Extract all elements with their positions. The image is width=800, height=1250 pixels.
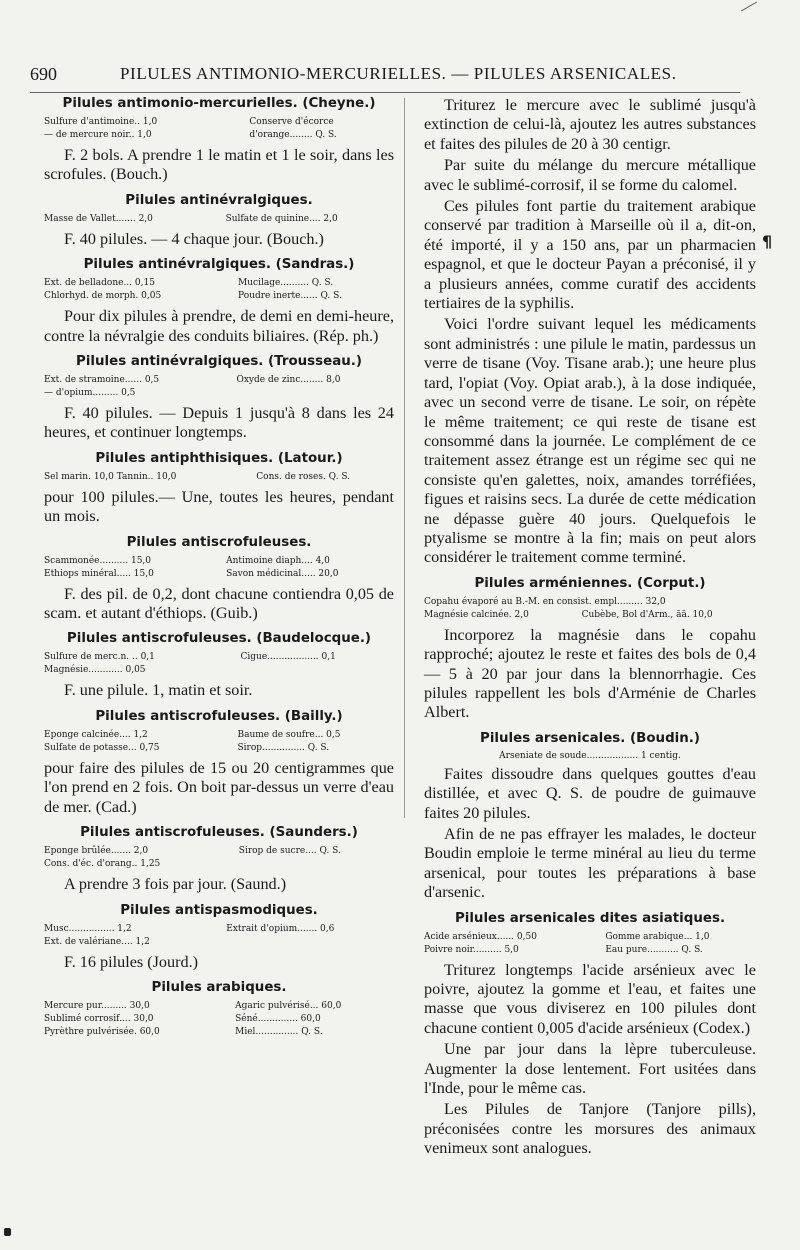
ingredient-row (44, 129, 394, 142)
ingredient-cell: Scammonée.......... 15,0 (44, 555, 152, 566)
ingredient-cell: Mucilage.......... Q. S. (238, 278, 334, 289)
recipe-title: Pilules antinévralgiques. (Sandras.) (83, 257, 355, 273)
recipe-title: Pilules antiscrofuleuses. (126, 534, 312, 550)
ingredient-row (44, 923, 394, 936)
ingredient-cell: Agaric pulvérisé... 60,0 (235, 1000, 342, 1011)
ingredient-row (44, 1000, 394, 1013)
ingredient-cell: Baume de soufre... 0,5 (237, 729, 341, 740)
ingredient-cell: Copahu évaporé au B.-M. en consist. empl......... 32,0 (424, 596, 666, 607)
ingredient-cell: Oxyde de zinc........ 8,0 (236, 375, 341, 386)
corner-blot (4, 1228, 11, 1236)
right-column (424, 96, 756, 1161)
ingredient-cell: Mercure pur......... 30,0 (44, 1000, 150, 1011)
ingredient-row (44, 568, 394, 581)
ingredient-cell: d'orange........ Q. S. (249, 130, 337, 140)
ingredient-row (44, 1026, 394, 1039)
page-number: 690 (30, 64, 57, 84)
ingredient-table (44, 845, 394, 871)
ingredient-row (44, 845, 394, 858)
ingredient-row (44, 471, 394, 484)
ingredient-cell: Conserve d'écorce (249, 117, 334, 127)
body-paragraph: Triturez le mercure avec le sublimé jusqu'à extinction de celui-là, ajoutez les autres substances et faites des pilules de 20 à 30 centigr. (424, 96, 756, 153)
ingredient-row (44, 742, 394, 755)
ingredient-cell: Extrait d'opium....... 0,6 (226, 923, 335, 934)
ingredient-cell: — de mercure noir.. 1,0 (44, 130, 152, 140)
ingredient-cell: Eponge brûlée....... 2,0 (44, 846, 149, 857)
ingredient-table (44, 471, 394, 484)
ingredient-cell: Ethiops minéral..... 15,0 (44, 568, 154, 579)
ingredient-table (44, 213, 394, 226)
ingredient-cell: Gomme arabique... 1,0 (605, 931, 710, 942)
ingredient-cell: Miel............... Q. S. (235, 1026, 323, 1037)
ingredient-table (44, 116, 394, 142)
ingredient-row (424, 609, 756, 622)
ingredient-cell: Ext. de stramoine...... 0,5 (44, 375, 160, 386)
ingredient-row (44, 729, 394, 742)
ingredient-row (424, 944, 756, 957)
recipe-instructions: A prendre 3 fois par jour. (Saund.) (64, 875, 287, 894)
margin-mark: ¶ (762, 232, 773, 251)
recipe-instructions: F. des pil. de 0,2, dont chacune contiendra 0,05 de scam. et autant d'éthiops. (Guib.) (44, 584, 394, 623)
ingredient-cell: Eau pure........... Q. S. (605, 944, 703, 955)
recipe-title: Pilules antispasmodiques. (120, 902, 318, 918)
ingredient-cell: Chlorhyd. de morph. 0,05 (44, 291, 162, 302)
ingredient-cell: Eponge calcinée.... 1,2 (44, 729, 148, 740)
recipe-title: Pilules antiphthisiques. (Latour.) (95, 450, 343, 466)
corner-scratch (741, 2, 757, 12)
ingredient-cell: Poivre noir.......... 5,0 (424, 944, 519, 955)
recipe-title: Pilules antimonio-mercurielles. (Cheyne.) (62, 96, 376, 111)
recipe-title: Pilules arméniennes. (Corput.) (474, 575, 706, 591)
ingredient-cell: Acide arsénieux...... 0,50 (424, 931, 537, 942)
recipe-instructions: F. 2 bols. A prendre 1 le matin et 1 le soir, dans les scrofules. (Bouch.) (44, 146, 394, 184)
ingredient-cell: Cubèbe, Bol d'Arm., āā. 10,0 (581, 609, 713, 620)
recipe-title: Pilules antiscrofuleuses. (Saunders.) (80, 825, 358, 841)
ingredient-table (44, 555, 394, 581)
recipe-instructions: F. 40 pilules. — 4 chaque jour. (Bouch.) (64, 229, 324, 248)
ingredient-cell: Antimoine diaph.... 4,0 (226, 555, 330, 566)
ingredient-row (44, 116, 394, 129)
recipe-instructions: Faites dissoudre dans quelques gouttes d'eau distillée, et avec Q. S. de poudre de guimauve faites 20 pilules. (424, 764, 756, 822)
recipe-instructions: Afin de ne pas effrayer les malades, le docteur Boudin emploie le terme minéral au lieu du terme arsenical, pour toutes les préparations à base d'arsenic. (424, 825, 756, 902)
page-header (30, 64, 740, 90)
recipe-instructions: Une par jour dans la lèpre tuberculeuse. Augmenter la dose lentement. Fort usitées dans l'Inde, pour le même cas. (424, 1040, 756, 1098)
ingredient-cell: Sulfate de quinine.... 2,0 (225, 213, 338, 224)
ingredient-cell: Sirop............... Q. S. (237, 742, 330, 753)
recipe-instructions: Incorporez la magnésie dans le copahu rapproché; ajoutez le reste et faites des bols de 0,4 — 5 à 20 par jour dans la blennorrhagie. Ces pilules rappellent les bols d'Arménie de Charles Albert. (424, 625, 756, 722)
ingredient-cell: Sublimé corrosif.... 30,0 (44, 1013, 154, 1024)
ingredient-row (44, 858, 394, 871)
ingredient-cell: Cons. d'éc. d'orang.. 1,25 (44, 859, 161, 870)
recipe-title: Pilules antiscrofuleuses. (Bailly.) (95, 708, 343, 724)
body-paragraph: Voici l'ordre suivant lequel les médicaments sont administrés : une pilule le matin, pardessus un verre de tisane (Voy. Tisane arab.); une heure plus tard, l'opiat (Voy. Opiat arab.), à la dose indiquée, avec un second verre de tisane. Le soir, on répète le même traitement; ce qui reste de tisane est consommé dans la journée. Le complément de ce traitement assez étrange est un régime sec qui ne consiste qu'en galettes, noix, amandes torréfiées, figues et raisins secs. La durée de cette médication ne dépasse guère 40 jours. Quelquefois le ptyalisme se montre à la fin; mais on peut alors considérer le traitement comme terminé. (424, 315, 756, 567)
ingredient-cell: Pyrèthre pulvérisée. 60,0 (44, 1026, 160, 1037)
ingredient-table (424, 931, 756, 957)
recipe-title: Pilules antinévralgiques. (Trousseau.) (76, 354, 362, 370)
ingredient-row (44, 1013, 394, 1026)
ingredient-cell: Sel marin. 10,0 Tannin.. 10,0 (44, 471, 177, 482)
ingredient-row (44, 651, 394, 664)
left-column (44, 96, 394, 1043)
recipe-title: Pilules antiscrofuleuses. (Baudelocque.) (66, 631, 372, 647)
ingredient-cell: — d'opium......... 0,5 (44, 388, 136, 399)
ingredient-cell: Savon médicinal..... 20,0 (226, 568, 339, 579)
recipe-instructions: Pour dix pilules à prendre, de demi en demi-heure, contre la névralgie des conduits biliaires. (Rép. ph.) (44, 307, 394, 345)
recipe-instructions: pour 100 pilules.— Une, toutes les heures, pendant un mois. (44, 487, 394, 526)
body-paragraph: Ces pilules font partie du traitement arabique conservé par tradition à Marseille où il a, dit-on, été importé, il y a 150 ans, par un pharmacien espagnol, et que le docteur Payan a préconisé, il y a plusieurs années, comme curatif des accidents tertiaires de la syphilis. (424, 197, 756, 313)
ingredient-cell: Masse de Vallet....... 2,0 (44, 213, 153, 224)
ingredient-table (424, 596, 756, 622)
ingredient-cell: Ext. de valériane.... 1,2 (44, 936, 150, 947)
ingredient-cell: Séné.............. 60,0 (235, 1013, 321, 1024)
ingredient-table (44, 374, 394, 400)
ingredient-row (44, 936, 394, 949)
ingredient-row (44, 277, 394, 290)
ingredient-row (44, 213, 394, 226)
ingredient-table (44, 1000, 394, 1039)
ingredient-cell: Cigue.................. 0,1 (240, 652, 336, 663)
ingredient-cell: Sulfate de potasse... 0,75 (44, 742, 160, 753)
ingredient-table (44, 651, 394, 677)
ingredient-cell (236, 387, 394, 400)
ingredient-row (44, 290, 394, 303)
recipe-instructions: Triturez longtemps l'acide arsénieux avec le poivre, ajoutez la gomme et l'eau, et faites une masse que vous diviserez en 100 pilules dont chacune contient 0,005 d'acide arsénieux (Codex.) (424, 960, 756, 1037)
ingredient-row (424, 931, 756, 944)
header-rule (30, 92, 740, 93)
ingredient-cell: Sirop de sucre.... Q. S. (238, 846, 341, 857)
body-paragraph: Par suite du mélange du mercure métallique avec le sublimé-corrosif, il se forme du calomel. (424, 156, 756, 194)
recipe-instructions: F. 40 pilules. — Depuis 1 jusqu'à 8 dans les 24 heures, et continuer longtemps. (44, 404, 394, 442)
ingredient-row (424, 596, 756, 609)
ingredient-table (44, 277, 394, 303)
recipe-title: Pilules antinévralgiques. (125, 192, 313, 208)
ingredient-row (44, 664, 394, 677)
ingredient-table (44, 923, 394, 949)
ingredient-row (44, 387, 394, 400)
ingredient-table (44, 729, 394, 755)
ingredient-row (44, 555, 394, 568)
ingredient-cell (241, 664, 394, 677)
recipe-instructions: F. 16 pilules (Jourd.) (64, 952, 199, 971)
recipe-instructions: Les Pilules de Tanjore (Tanjore pills), préconisées contre les morsures des animaux venimeux sont analogues. (424, 1100, 756, 1158)
ingredient-cell: Magnésie............ 0,05 (44, 665, 146, 676)
recipe-title: Pilules arsenicales dites asiatiques. (454, 910, 726, 926)
recipe-title: Pilules arabiques. (151, 979, 287, 995)
ingredient-cell (226, 936, 394, 949)
recipe-instructions: pour faire des pilules de 15 ou 20 centigrammes que l'on prend en 2 fois. On boit par-dessus un verre d'eau de mer. (Cad.) (44, 758, 394, 816)
running-title: PILULES ANTIMONIO-MERCURIELLES. — PILULES ARSENICALES. (120, 64, 677, 83)
recipe-instructions: F. une pilule. 1, matin et soir. (64, 681, 253, 700)
ingredient-cell: Poudre inerte...... Q. S. (238, 291, 342, 302)
ingredient-cell: Ext. de belladone... 0,15 (44, 278, 155, 289)
column-divider (404, 98, 405, 818)
ingredient-cell: Musc................ 1,2 (44, 923, 132, 934)
ingredient-cell (239, 858, 394, 871)
ingredient-cell: Magnésie calcinée. 2,0 (424, 609, 529, 620)
ingredient-cell: Sulfure de merc.n. .. 0,1 (44, 652, 155, 663)
recipe-title: Pilules arsenicales. (Boudin.) (480, 730, 700, 746)
ingredient-cell: Cons. de roses. Q. S. (256, 471, 351, 482)
ingredient-cell: Sulfure d'antimoine.. 1,0 (44, 117, 158, 127)
ingredient-row (44, 374, 394, 387)
ingredient-line: Arseniate de soude.................. 1 centig. (499, 750, 681, 761)
